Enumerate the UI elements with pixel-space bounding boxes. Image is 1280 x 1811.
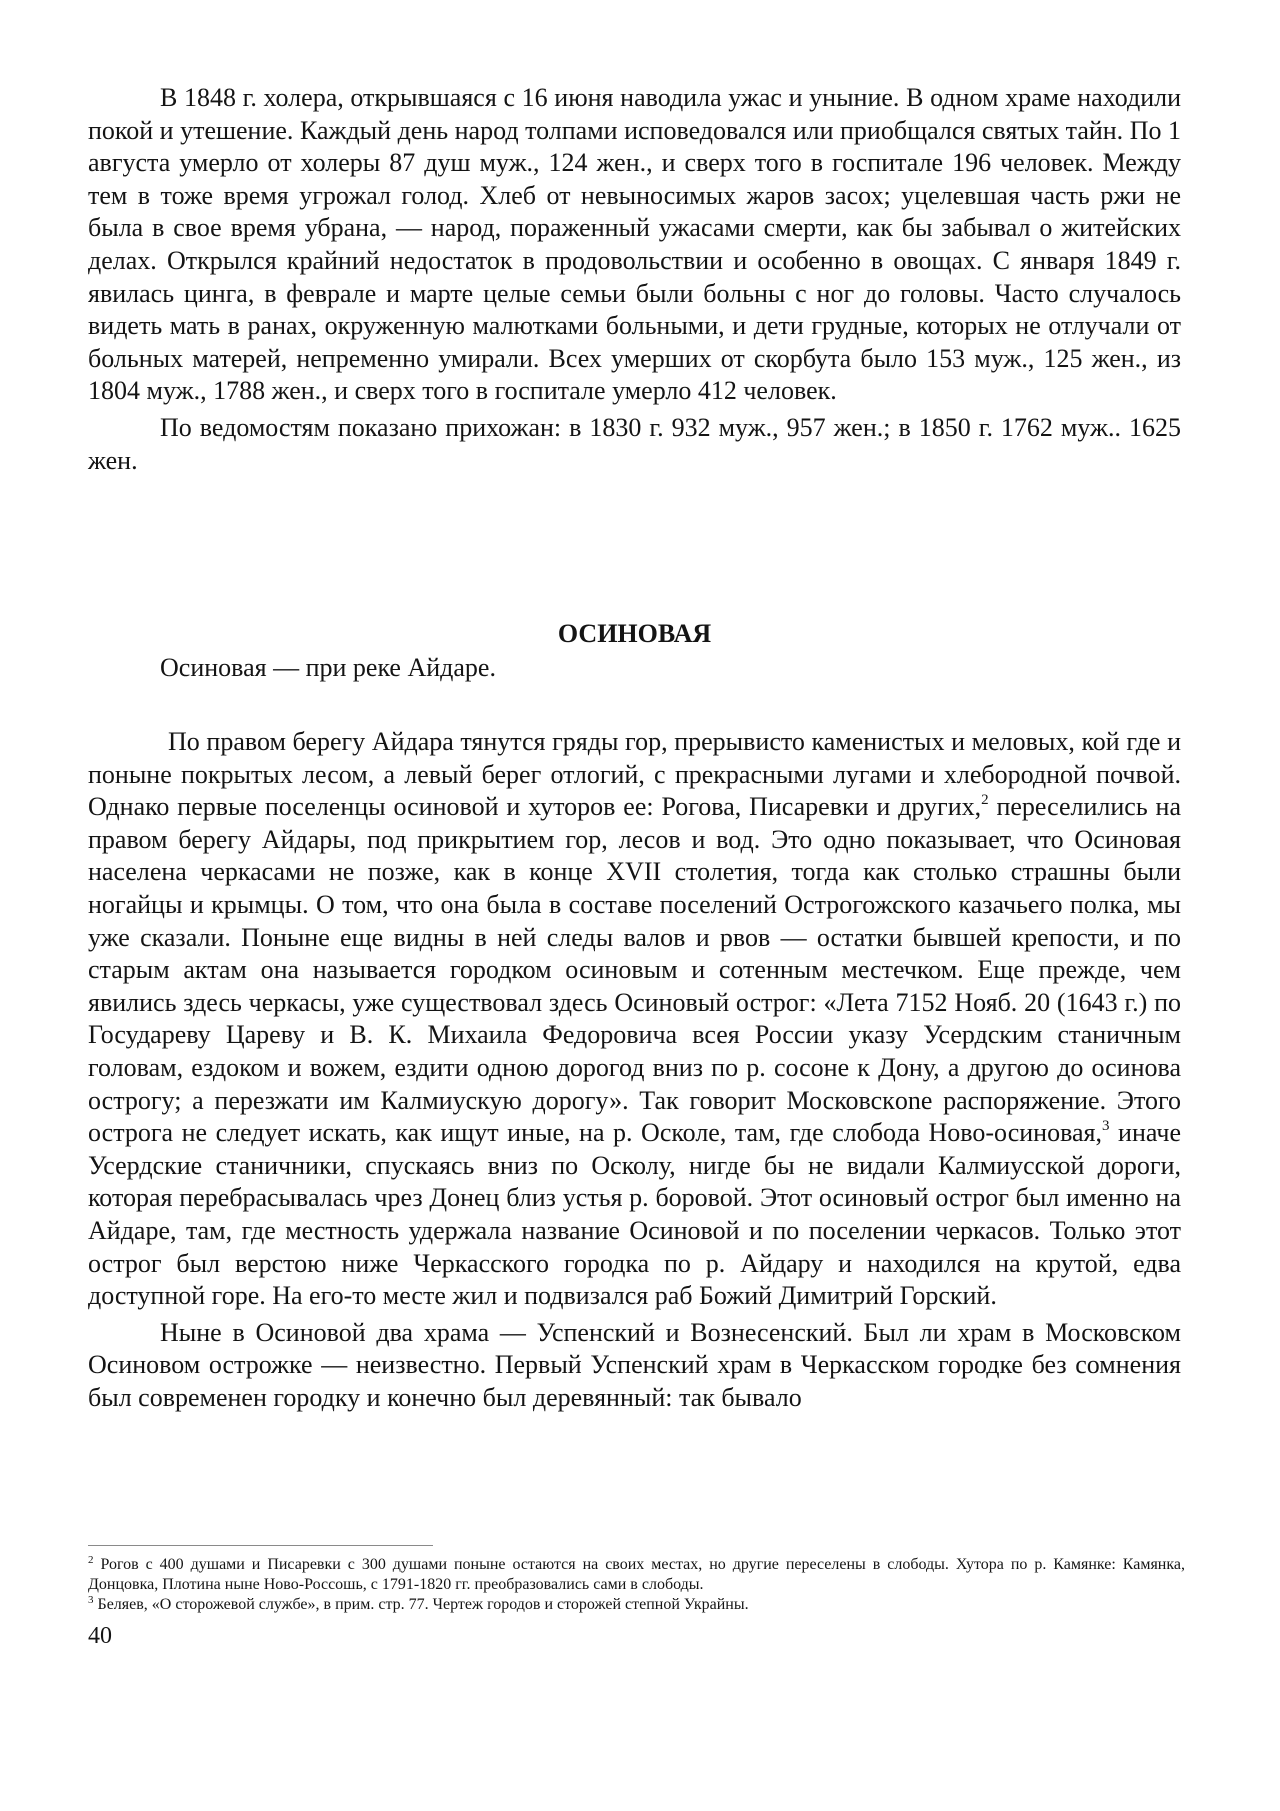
paragraph-parishioners: По ведомостям показано прихожан: в 1830 г. 932 муж., 957 жен.; в 1850 г. 1762 муж.. 1625 жен. [88,412,1181,475]
paragraph-part: По правом берегу Айдара тянутся гряды гор, прерывисто каменистых и меловых, кой где и поныне покрытых лесом, а левый берег отлогий, с прекрасными лугами и хлебородной почвой. Однако первые поселенцы осиновой и хуторов ее: Рогова, Писаревки и других, [88,727,1181,822]
section-title: ОСИНОВАЯ [557,619,712,648]
section-body [88,726,1181,1414]
footnotes [88,1555,1185,1615]
footnote-text: Беляев, «О сторожевой службе», в прим. стр. 77. Чертеж городов и сторожей степной Украйны. [93,1596,749,1613]
footnote-mark: 3 [88,1594,94,1606]
footnote-ref-2[interactable]: 2 [981,792,989,809]
footnote-mark: 2 [88,1554,94,1566]
footnote-ref-3[interactable]: 3 [1102,1118,1110,1135]
paragraph-part: иначе Усердские станичники, спускаясь вниз по Осколу, нигде бы не видали Калмиусской дороги, которая перебрасывалась чрез Донец близ устья р. боровой. Этот осиновый острог был именно на Айдаре, там, где местность удержала название Осиновой и по поселении черкасов. Только этот острог был верстою ниже Черкасского городка по р. Айдару и находился на крутой, едва доступной горе. На его-то месте жил и подвизался раб Божий Димитрий Горский. [88,1118,1181,1311]
page-number: 40 [88,1623,112,1649]
footnote-text: Рогов с 400 душами и Писаревки с 300 душами поныне остаются на своих местах, но другие переселены в слободы. Хутора по р. Камянке: Камянка, Донцовка, Плотина ныне Ново-Россошь, с 1791-1820 гг. преобразовались сами в слободы. [88,1556,1185,1593]
page-content [88,82,1181,1412]
paragraph-osinovaya-history [88,726,1181,1313]
paragraph-part: переселились на правом берегу Айдары, под прикрытием гор, лесов и вод. Это одно показывает, что Осиновая населена черкасами не позже, как в конце XVII столетия, тогда как столько страшны были ногайцы и крымцы. О том, что она была в составе поселений Острогожского казачьего полка, мы уже сказали. Поныне еще видны в ней следы валов и рвов — остатки бывшей крепости, и по старым актам она называется городком осиновым и сотенным местечком. Еще прежде, чем явились здесь черкасы, уже существовал здесь Осиновый острог: «Лета 7152 Нояб. 20 (1643 г.) по Государеву Цареву и В. К. Михаила Федоровича всея России указу Усердским станичным головам, ездоком и вожем, ездити одною дорогод вниз по р. сосоне к Дону, а другою до осинова острогу; а перезжати им Калмиускую дорогу». Так говорит Московскone распоряжение. Этого острога не следует искать, как ищут иные, на р. Осколе, там, где слобода Ново-осиновая, [88,792,1181,1148]
paragraph-cholera-1848: В 1848 г. холера, открывшаяся с 16 июня наводила ужас и уныние. В одном храме находили покой и утешение. Каждый день народ толпами исповедовался или приобщался святых тайн. По 1 августа умерло от холеры 87 душ муж., 124 жен., и сверх того в госпитале 196 человек. Между тем в тоже время угрожал голод. Хлеб от невыносимых жаров засох; уцелевшая часть ржи не была в свое время убрана, — народ, пораженный ужасами смерти, как бы забывал о житейских делах. Открылся крайний недостаток в продовольствии и особенно в овощах. С января 1849 г. явилась цинга, в феврале и марте целые семьи были больны с ног до головы. Часто случалось видеть мать в ранах, окруженную малютками больными, и дети грудные, которых не отлучали от больных матерей, непременно умирали. Всех умерших от скорбута было 153 муж., 125 жен., из 1804 муж., 1788 жен., и сверх того в госпитале умерло 412 человек. [88,83,1181,406]
footnote-3 [88,1595,1185,1615]
paragraph-temples: Ныне в Осиновой два храма — Успенский и Вознесенский. Был ли храм в Московском Осиновом острожке — неизвестно. Первый Успенский храм в Черкасском городке без сомнения был современен городку и конечно был деревянный: так бывало [88,1317,1181,1412]
section-subtitle: Осиновая — при реке Айдаре. [160,653,496,682]
footnote-2 [88,1555,1185,1595]
footnote-divider [88,1545,433,1546]
